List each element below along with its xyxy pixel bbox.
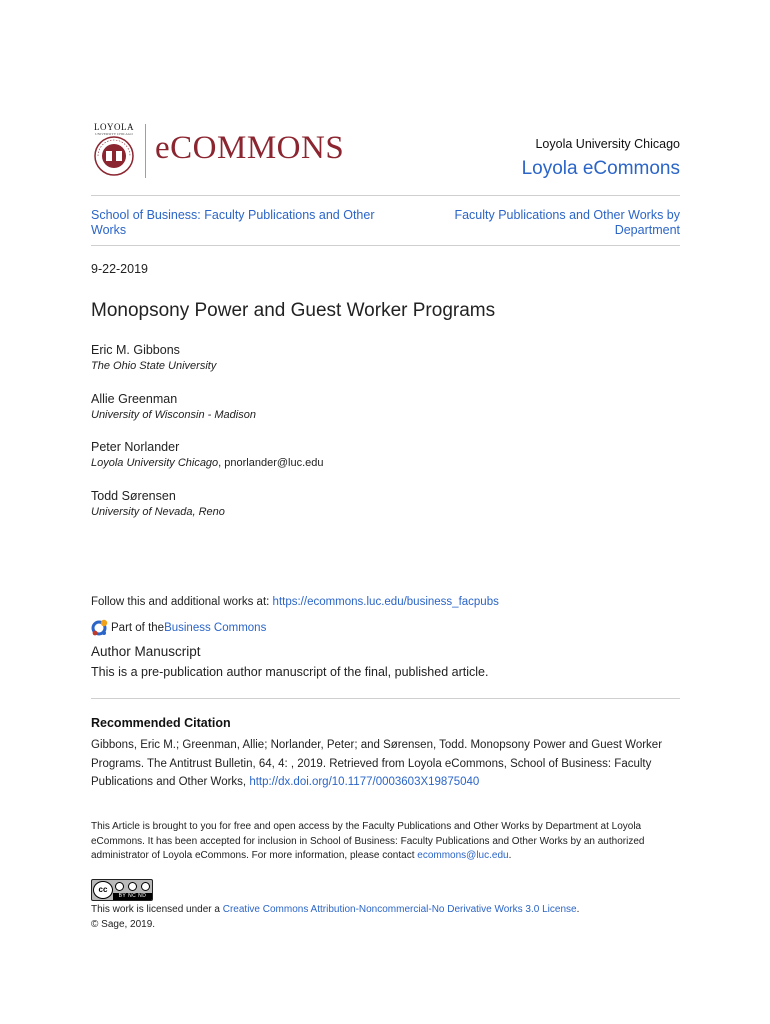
ecommons-logo-text: eCOMMONS: [155, 130, 345, 166]
author-email: , pnorlander@luc.edu: [218, 457, 324, 469]
author-name: Allie Greenman: [91, 391, 178, 406]
contact-email-link[interactable]: ecommons@luc.edu: [417, 850, 509, 862]
author-name: Eric M. Gibbons: [91, 343, 180, 357]
seal-subtitle: UNIVERSITY CHICAGO: [95, 132, 133, 136]
author-name: Peter Norlander: [91, 440, 180, 454]
creative-commons-badge[interactable]: [91, 879, 153, 901]
recommended-citation-heading: Recommended Citation: [91, 716, 231, 730]
cc-condition-icons: [113, 880, 152, 893]
breadcrumb-collection-link[interactable]: School of Business: Faculty Publications and Other Works: [91, 208, 375, 237]
business-commons-link[interactable]: Business Commons: [164, 622, 267, 634]
author-affiliation: University of Nevada, Reno: [91, 505, 225, 518]
doi-link[interactable]: http://dx.doi.org/10.1177/0003603X19875040: [249, 776, 480, 788]
article-title: Monopsony Power and Guest Worker Programs: [91, 300, 496, 321]
cc-terms-label: BY NC ND: [113, 893, 152, 900]
author-entry: [91, 391, 680, 440]
author-name: Todd Sørensen: [91, 488, 176, 503]
university-name: Loyola University Chicago: [535, 137, 680, 151]
author-list: [91, 342, 680, 536]
author-entry: [91, 439, 680, 488]
manuscript-heading: Author Manuscript: [91, 644, 201, 659]
recommended-citation-text: Gibbons, Eric M.; Greenman, Allie; Norlander, Peter; and Sørensen, Todd. Monopsony Power and Guest Worker Programs. The Antitrust Bulletin, 64, 4: , 2019. Retrieved from Loyola eCommons, School of Business: Faculty Publications and Other Works, http://dx.doi.org/10.1177/0003603X19875040: [91, 739, 663, 788]
digital-commons-network-icon: [91, 619, 109, 637]
divider: [91, 698, 680, 699]
noncommercial-icon: [128, 882, 137, 891]
author-entry: [91, 342, 680, 391]
collection-url-link[interactable]: https://ecommons.luc.edu/business_facpubs: [272, 596, 499, 608]
seal-emblem-icon: [92, 136, 136, 176]
author-entry: [91, 488, 680, 537]
open-access-statement: This Article is brought to you for free and open access by the Faculty Publications and Other Works by Department at Loyola eCommons. It has been accepted for inclusion in School of Business: Faculty Publications and Other Works by an authorized administrator of Loyola eCommons. For more information, please contact ecommons@luc.edu.: [91, 821, 645, 862]
part-of-line: Part of the Business Commons: [91, 619, 266, 637]
repository-link[interactable]: Loyola eCommons: [521, 158, 680, 179]
author-affiliation: Loyola University Chicago, pnorlander@luc.edu: [91, 457, 324, 469]
attribution-icon: [115, 882, 124, 891]
loyola-seal-logo: [91, 120, 137, 178]
copyright-notice: © Sage, 2019.: [91, 918, 156, 930]
author-affiliation: The Ohio State University: [91, 360, 217, 372]
license-link[interactable]: Creative Commons Attribution-Noncommercial-No Derivative Works 3.0 License: [222, 904, 577, 915]
breadcrumb-department-link[interactable]: Faculty Publications and Other Works by Department: [454, 208, 680, 237]
noderivatives-icon: [141, 882, 150, 891]
author-affiliation: University of Wisconsin - Madison: [91, 408, 256, 421]
cc-logo-icon: cc: [93, 881, 113, 899]
header: [91, 120, 680, 182]
follow-line: Follow this and additional works at: https://ecommons.luc.edu/business_facpubs: [91, 596, 499, 608]
seal-wordmark: LOYOLA: [94, 122, 134, 132]
license-statement: This work is licensed under a Creative Commons Attribution-Noncommercial-No Derivative Works 3.0 License. © Sage, 2019.: [91, 904, 580, 930]
publication-date: 9-22-2019: [91, 262, 148, 276]
divider: [91, 245, 680, 246]
document-cover-page: [91, 0, 680, 1024]
brand-divider: [145, 124, 146, 178]
divider: [91, 195, 680, 196]
manuscript-note: This is a pre-publication author manuscript of the final, published article.: [91, 665, 489, 679]
